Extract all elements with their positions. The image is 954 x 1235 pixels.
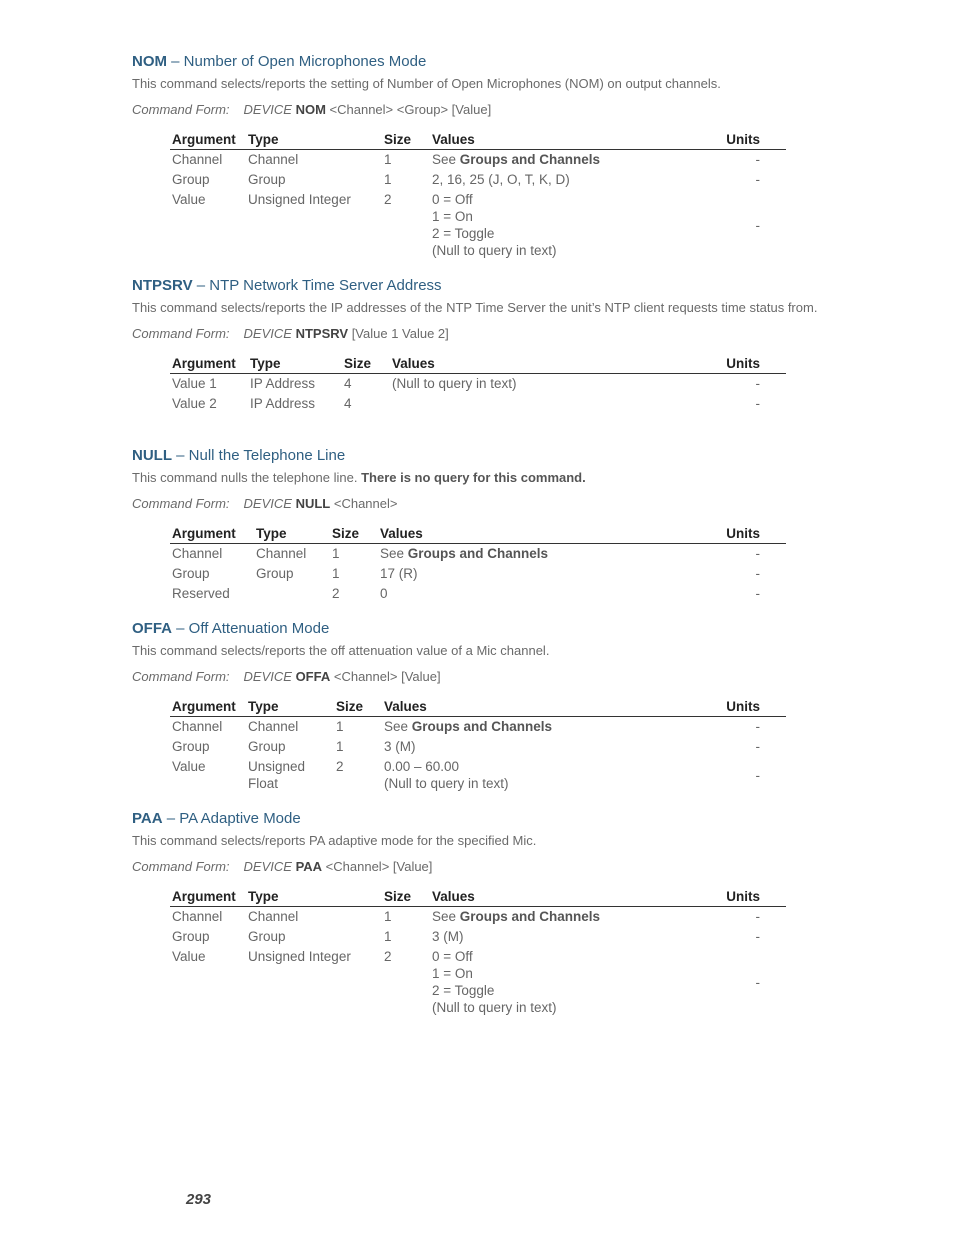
command-form: Command Form: DEVICE NULL <Channel> [132,496,398,511]
table-header-row: Argument Type Size Values Units [170,524,786,544]
table-row: Value Unsigned Float 2 0.00 – 60.00 (Null to query in text) - [172,759,760,791]
table-row: Channel Channel 1 See Groups and Channels - [172,909,760,924]
section-description: This command selects/reports the IP addresses of the NTP Time Server the unit’s NTP client requests time status from. [132,300,818,315]
table-row: Channel Channel 1 See Groups and Channels - [172,152,760,167]
table-row: Group Group 1 2, 16, 25 (J, O, T, K, D) - [172,172,760,187]
section-nom [132,53,822,261]
header-size: Size [382,130,430,150]
argument-table [170,697,786,794]
section-title: OFFA – Off Attenuation Mode [132,620,330,637]
section-description: This command selects/reports the setting of Number of Open Microphones (NOM) on output channels. [132,76,721,91]
cross-reference: Groups and Channels [411,719,553,734]
table-header-row: Argument Type Size Values Units [170,887,786,907]
command-form: Command Form: DEVICE NTPSRV [Value 1 Value 2] [132,326,449,341]
table-row: Value 2 IP Address 4 - [172,396,760,411]
table-row: Channel Channel 1 See Groups and Channels - [172,546,760,561]
table-row: Group Group 1 17 (R) - [172,566,760,581]
table-row: Reserved 2 0 - [172,586,760,601]
table-header-row [170,130,786,150]
cross-reference: Groups and Channels [459,152,601,167]
table-row: Group Group 1 3 (M) - [172,739,760,754]
section-title: NOM – Number of Open Microphones Mode [132,53,427,70]
header-argument: Argument [170,130,246,150]
section-title: NULL – Null the Telephone Line [132,447,346,464]
command-form: Command Form: DEVICE PAA <Channel> [Value] [132,859,433,874]
header-units: Units [706,130,786,150]
header-type: Type [246,130,382,150]
section-title: NTPSRV – NTP Network Time Server Address [132,277,442,294]
section-description: This command nulls the telephone line. There is no query for this command. [132,470,586,485]
argument-table [170,524,786,604]
table-row: Channel Channel 1 See Groups and Channels - [172,719,760,734]
argument-table [170,130,786,261]
section-offa [132,620,822,794]
section-null [132,447,822,604]
section-description: This command selects/reports the off attenuation value of a Mic channel. [132,643,550,658]
section-ntpsrv [132,277,822,414]
table-row: Value Unsigned Integer 2 0 = Off 1 = On 2 = Toggle (Null to query in text) - [172,192,760,258]
section-paa [132,810,822,1018]
argument-table [170,887,786,1018]
table-row: Value Unsigned Integer 2 0 = Off 1 = On 2 = Toggle (Null to query in text) - [172,949,760,1015]
table-row: Value 1 IP Address 4 (Null to query in text) - [172,376,760,391]
table-header-row: Argument Type Size Values Units [170,697,786,717]
section-title: PAA – PA Adaptive Mode [132,810,301,827]
page-number: 293 [186,1191,212,1208]
argument-table [170,354,786,414]
table-row: Group Group 1 3 (M) - [172,929,760,944]
cross-reference: Groups and Channels [459,909,601,924]
table-header-row: Argument Type Size Values Units [170,354,786,374]
command-form: Command Form: DEVICE NOM <Channel> <Group> [Value] [132,102,492,117]
header-values: Values [430,130,706,150]
command-form: Command Form: DEVICE OFFA <Channel> [Value] [132,669,441,684]
cross-reference: Groups and Channels [407,546,549,561]
section-description: This command selects/reports PA adaptive mode for the specified Mic. [132,833,537,848]
